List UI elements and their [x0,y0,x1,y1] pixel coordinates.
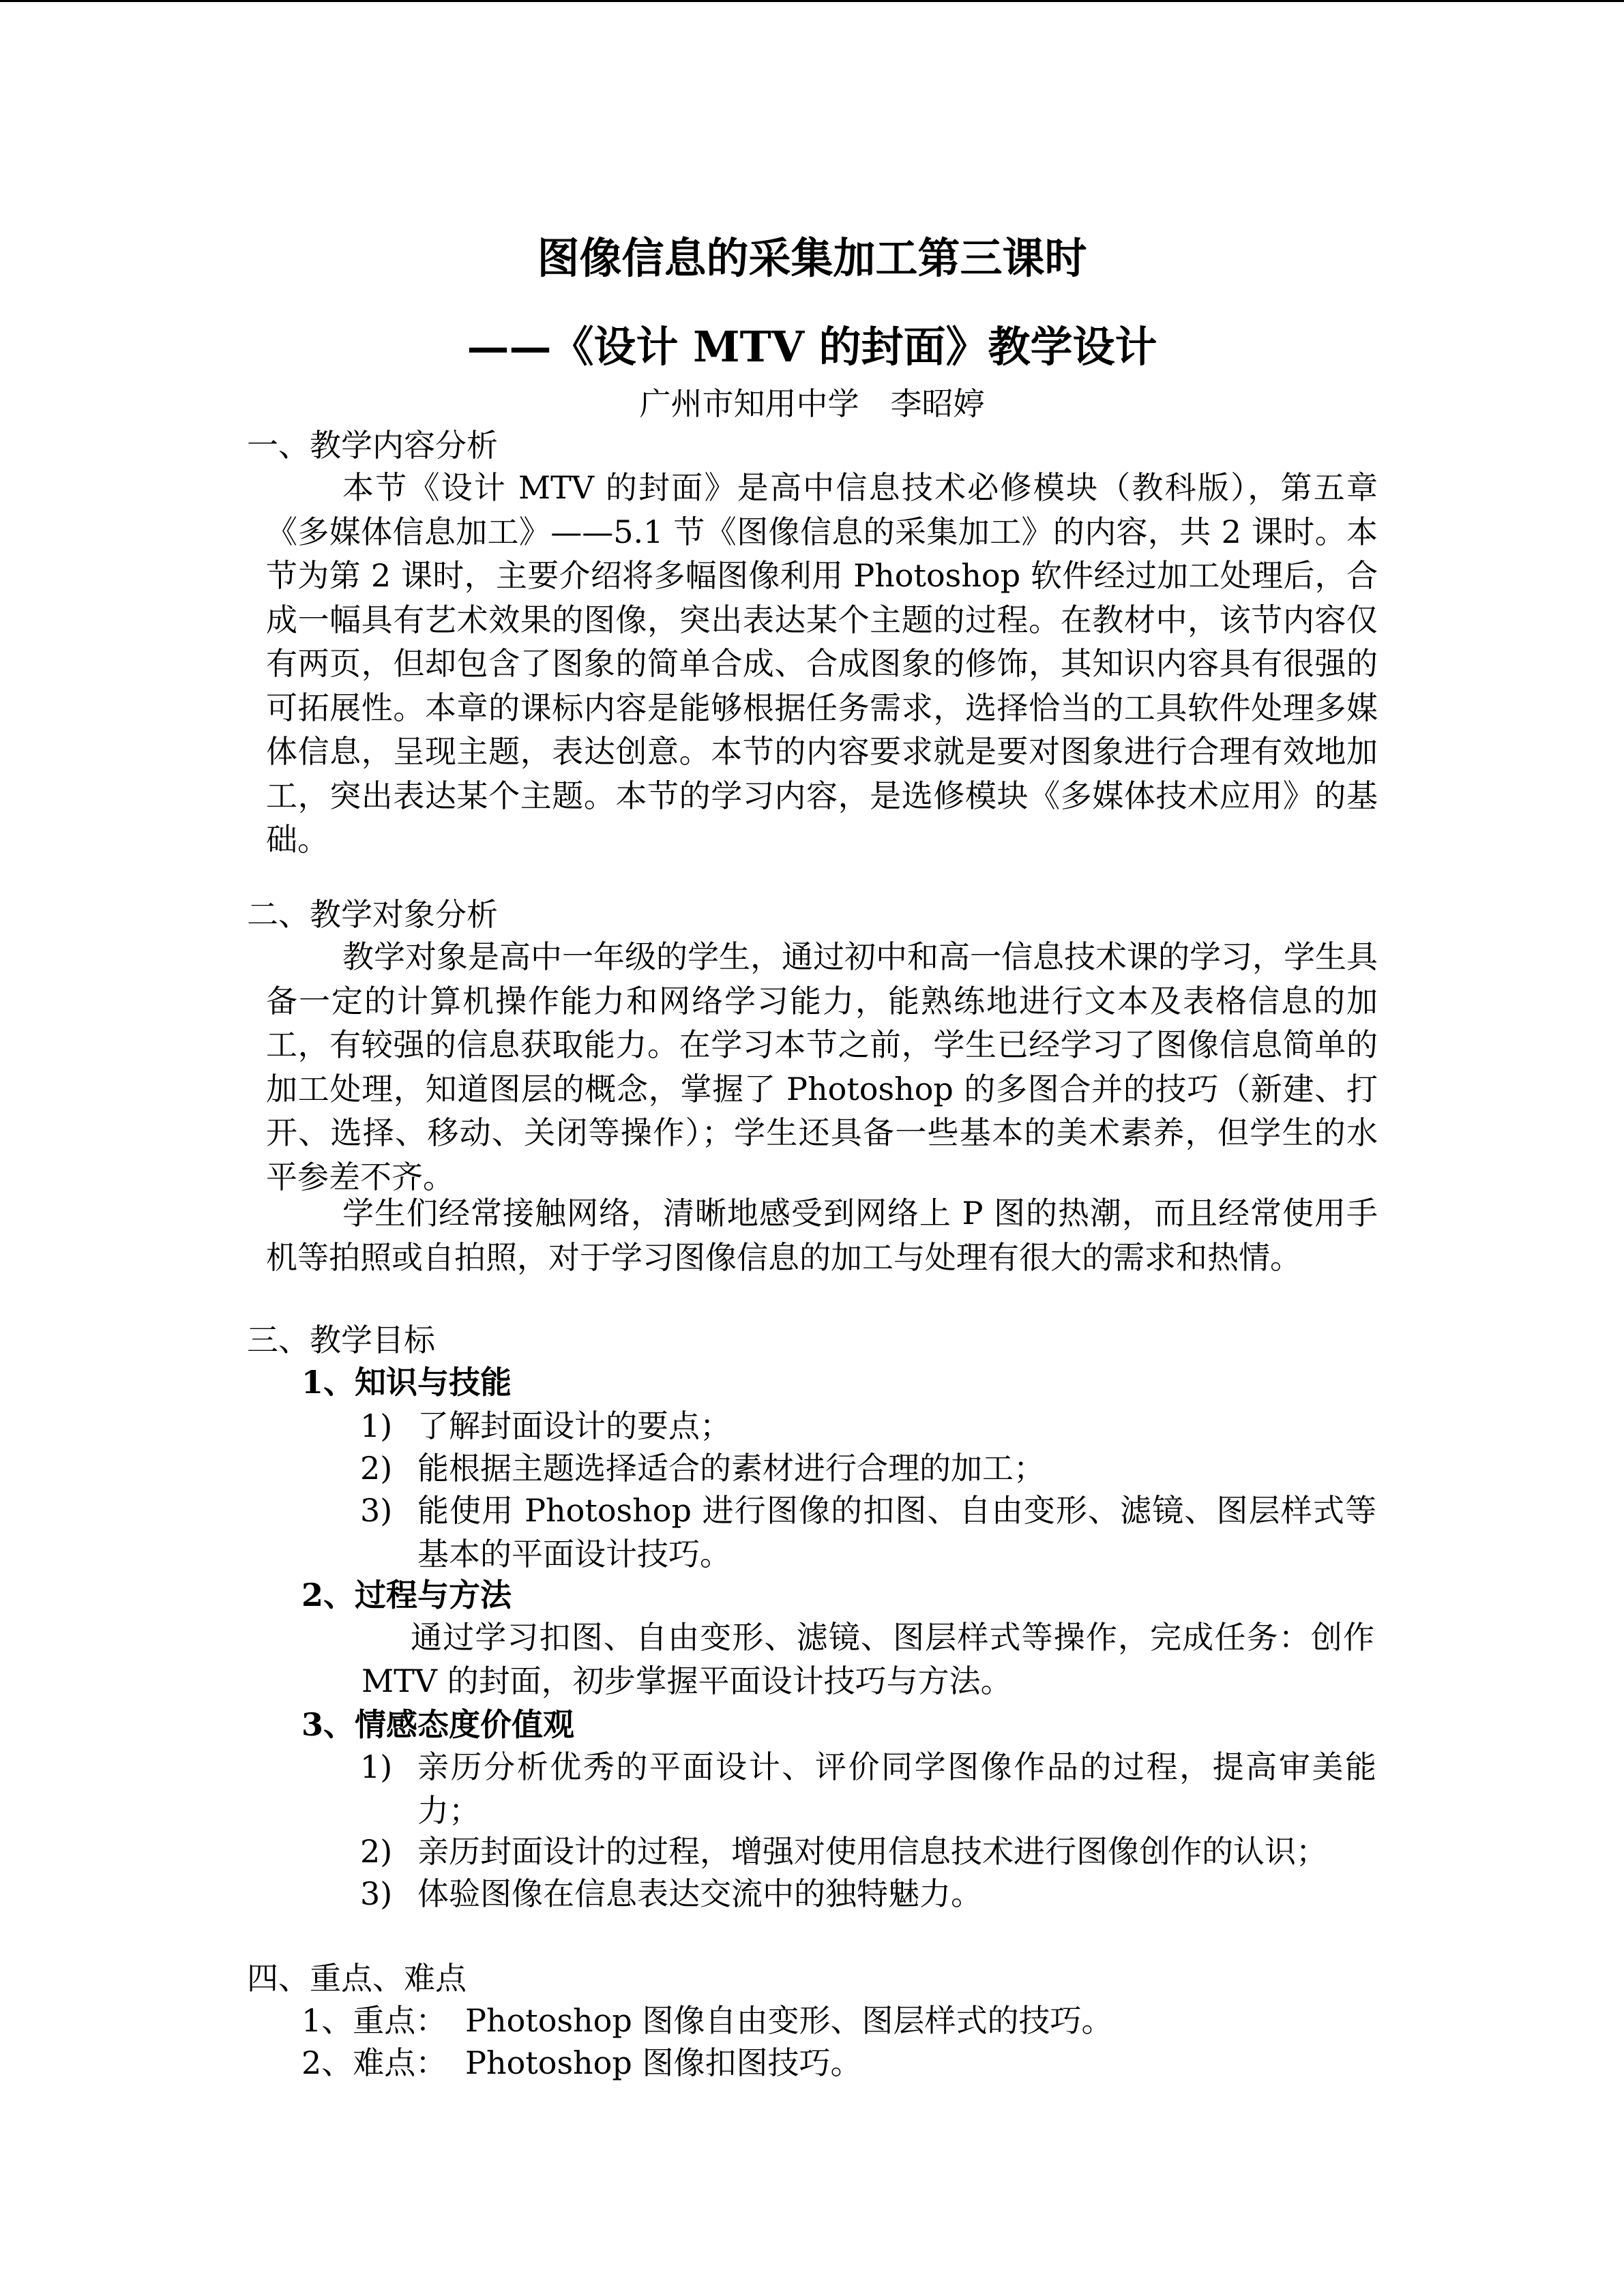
content-analysis-paragraph: 本节《设计 MTV 的封面》是高中信息技术必修模块（教科版），第五章《多媒体信息加工》——5.1 节《图像信息的采集加工》的内容，共 2 课时。本节为第 2 课时，主要介绍将多幅图像利用 Photoshop 软件经过加工处理后，合成一幅具有艺术效果的图像，突出表达某个主题的过程。在教材中，该节内容仅有两页，但却包含了图象的简单合成、合成图象的修饰，其知识内容具有很强的可拓展性。本章的课标内容是能够根据任务需求，选择恰当的工具软件处理多媒体信息，呈现主题，表达创意。本节的内容要求就是要对图象进行合理有效地加工，突出表达某个主题。本节的学习内容，是选修模块《多媒体技术应用》的基础。 [266,469,1378,858]
list-item [360,1446,1376,1490]
list-item [360,1745,1376,1832]
student-analysis-paragraph-1: 教学对象是高中一年级的学生，通过初中和高一信息技术课的学习，学生具备一定的计算机操作能力和网络学习能力，能熟练地进行文本及表格信息的加工，有较强的信息获取能力。在学习本节之前，学生已经学习了图像信息简单的加工处理，知道图层的概念，掌握了 Photoshop 的多图合并的技巧（新建、打开、选择、移动、关闭等操作）；学生还具备一些基本的美术素养，但学生的水平参差不齐。 [266,938,1378,1195]
section-heading-teaching-goals: 三、教学目标 [247,1322,435,1358]
list-item-text: 体验图像在信息表达交流中的独特魅力。 [417,1875,982,1912]
goal-heading-knowledge: 1、知识与技能 [301,1364,512,1401]
section-heading-key-points: 四、重点、难点 [247,1960,467,1997]
difficulty-text: Photoshop 图像扣图技巧。 [465,2044,862,2081]
list-item-text: 能根据主题选择适合的素材进行合理的加工； [417,1450,1045,1487]
process-method-paragraph: 通过学习扣图、自由变形、滤镜、图层样式等操作，完成任务：创作 MTV 的封面，初步掌握平面设计技巧与方法。 [361,1619,1374,1699]
list-item [360,1489,1376,1576]
difficulty-line [301,2041,861,2085]
goal-heading-process: 2、过程与方法 [301,1577,512,1613]
list-item-text: 能使用 Photoshop 进行图像的扣图、自由变形、滤镜、图层样式等基本的平面设计技巧。 [417,1492,1376,1572]
list-item-text: 了解封面设计的要点； [417,1407,731,1444]
list-item-number: 2) [360,1450,393,1487]
list-item-number: 1) [360,1748,393,1785]
list-item-text: 亲历封面设计的过程，增强对使用信息技术进行图像创作的认识； [417,1833,1327,1870]
list-item-number: 1) [360,1407,393,1444]
section-heading-content-analysis: 一、教学内容分析 [247,427,498,464]
list-item-number: 3) [360,1492,393,1529]
author-line: 广州市知用中学 李昭婷 [639,385,985,422]
list-item [360,1872,1376,1915]
list-item [360,1830,1376,1873]
section-heading-student-analysis: 二、教学对象分析 [247,896,498,933]
document-title: 图像信息的采集加工第三课时 [537,233,1087,283]
list-item [360,1404,1376,1448]
key-point-label: 1、重点： [301,2002,447,2039]
list-item-text: 亲历分析优秀的平面设计、评价同学图像作品的过程，提高审美能力； [417,1748,1376,1829]
student-analysis-paragraph-2: 学生们经常接触网络，清晰地感受到网络上 P 图的热潮，而且经常使用手机等拍照或自拍照，对于学习图像信息的加工与处理有很大的需求和热情。 [266,1195,1378,1276]
key-point-line [301,1999,1112,2042]
list-item-number: 2) [360,1833,393,1870]
goal-heading-attitude: 3、情感态度价值观 [301,1706,575,1743]
difficulty-label: 2、难点： [301,2044,447,2081]
list-item-number: 3) [360,1875,393,1912]
key-point-text: Photoshop 图像自由变形、图层样式的技巧。 [465,2002,1113,2039]
document-subtitle: ——《设计 MTV 的封面》教学设计 [467,322,1157,372]
